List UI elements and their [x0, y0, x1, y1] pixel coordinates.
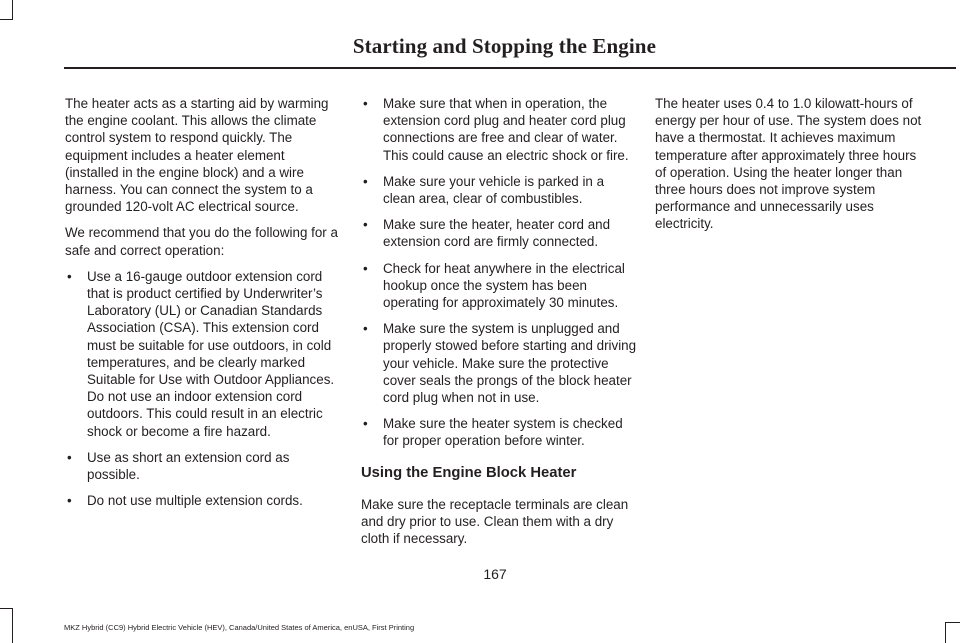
column-2 [361, 95, 638, 556]
list-item-text: Make sure the heater system is checked for proper operation before winter. [383, 416, 623, 449]
list-item [361, 260, 638, 312]
bullet-glyph: • [67, 268, 72, 284]
list-item-text: Use a 16-gauge outdoor extension cord that is product certified by Underwriter’s Laboratory (UL) or Canadian Standards Association (CSA). This extension cord must be suitable for use outdoors, in cold temperatures, and be clearly marked Suitable for Use with Outdoor Appliances. Do not use an indoor extension cord outdoors. This could result in an electric shock or become a fire hazard. [87, 268, 335, 439]
header-rule [64, 67, 956, 69]
column-1 [65, 95, 340, 518]
crop-mark-bottom-right-h [945, 622, 960, 623]
paragraph: The heater acts as a starting aid by warming the engine coolant. This allows the climate control system to respond quickly. The equipment includes a heater element (installed in the engine block) and a wire harness. You can connect the system to a grounded 120-volt AC electrical source. [65, 96, 329, 215]
list-item [361, 173, 638, 207]
bullet-glyph: • [363, 260, 368, 276]
bullet-list [361, 95, 638, 450]
list-item-text: Make sure that when in operation, the extension cord plug and heater cord plug connections are free and clear of water. This could cause an electric shock or fire. [383, 96, 629, 163]
paragraph: We recommend that you do the following for a safe and correct operation: [65, 225, 338, 258]
list-item-text: Check for heat anywhere in the electrical hookup once the system has been operating for approximately 30 minutes. [383, 260, 625, 311]
footer-text: MKZ Hybrid (CC9) Hybrid Electric Vehicle (HEV), Canada/United States of America, enUSA, First Printing [64, 623, 415, 632]
list-item [361, 415, 638, 449]
crop-mark-bottom-right-v [945, 622, 946, 643]
page-number: 167 [483, 566, 507, 582]
list-item [361, 95, 638, 164]
bullet-glyph: • [363, 217, 368, 233]
list-item-text: Make sure the heater, heater cord and extension cord are firmly connected. [383, 217, 611, 250]
paragraph: Make sure the receptacle terminals are clean and dry prior to use. Clean them with a dry cloth if necessary. [361, 496, 629, 547]
list-item-text: Make sure the system is unplugged and properly stowed before starting and driving your vehicle. Make sure the protective cover seals the prongs of the block heater cord plug when not in use. [383, 321, 637, 406]
column-3 [655, 95, 929, 242]
bullet-glyph: • [363, 321, 368, 337]
bullet-glyph: • [363, 416, 368, 432]
crop-mark-top-left-h [0, 19, 13, 20]
list-item-text: Make sure your vehicle is parked in a clean area, clear of combustibles. [383, 173, 605, 207]
bullet-glyph: • [363, 173, 368, 189]
list-item [65, 449, 340, 483]
page-title: Starting and Stopping the Engine [352, 34, 656, 58]
list-item [361, 320, 638, 406]
section-heading: Using the Engine Block Heater [361, 464, 577, 481]
list-item [65, 492, 340, 509]
paragraph: The heater uses 0.4 to 1.0 kilowatt-hours of energy per hour of use. The system does not have a thermostat. It achieves maximum temperature after approximately three hours of operation. Using the heater longer than three hours does not improve system performance and unnecessarily uses electricity. [655, 96, 922, 232]
bullet-list [65, 268, 340, 510]
list-item-text: Do not use multiple extension cords. [87, 493, 303, 509]
bullet-glyph: • [363, 96, 368, 111]
crop-mark-top-left-v [12, 0, 13, 20]
bullet-glyph: • [67, 493, 72, 509]
bullet-glyph: • [67, 449, 72, 465]
crop-mark-bottom-left-h [0, 608, 13, 609]
list-item [65, 268, 340, 440]
list-item [361, 216, 638, 250]
list-item-text: Use as short an extension cord as possible. [87, 449, 290, 483]
crop-mark-bottom-left-v [12, 608, 13, 643]
